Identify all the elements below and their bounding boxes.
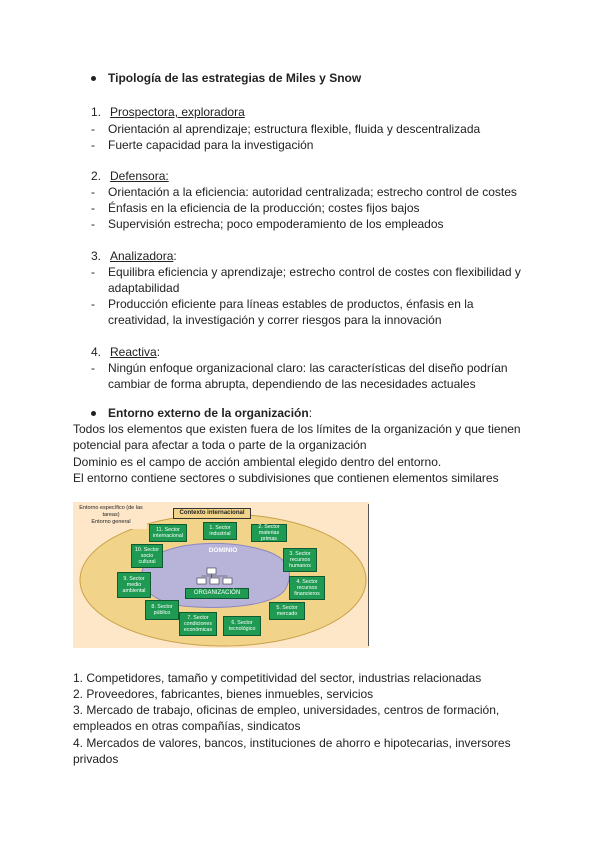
sector-3-recursos-humanos: 3. Sector recursos humanos bbox=[283, 548, 317, 572]
item-number: 1. bbox=[91, 105, 102, 119]
strategy-line: Orientación a la eficiencia: autoridad centralizada; estrecho control de costes bbox=[108, 185, 517, 199]
section-title-entorno bbox=[108, 405, 312, 421]
environment-list-line: 1. Competidores, tamaño y competitividad del sector, industrias relacionadas bbox=[73, 671, 482, 685]
item-number: 2. bbox=[91, 169, 102, 183]
sector-9-medio-ambiental: 9. Sector medio ambiental bbox=[117, 572, 151, 598]
strategy-line: Equilibra eficiencia y aprendizaje; estrecho control de costes con flexibilidad y bbox=[108, 265, 521, 279]
strategy-heading-analizadora bbox=[110, 248, 177, 264]
dash-marker: - bbox=[91, 265, 95, 279]
section-title-suffix: : bbox=[308, 406, 313, 420]
org-unit-box bbox=[207, 568, 216, 574]
bullet-marker bbox=[91, 76, 96, 81]
org-unit-box bbox=[210, 578, 219, 584]
strategy-heading-reactiva bbox=[110, 344, 160, 360]
dash-marker: - bbox=[91, 185, 95, 199]
sector-6-tecnologico: 6. Sector tecnológico bbox=[223, 616, 261, 636]
item-number: 4. bbox=[91, 345, 102, 359]
paragraph-line: Dominio es el campo de acción ambiental elegido dentro del entorno. bbox=[73, 455, 442, 469]
organizacion-label: ORGANIZACIÓN bbox=[185, 588, 249, 599]
environment-list-line: 4. Mercados de valores, bancos, instituciones de ahorro e hipotecarias, inversores bbox=[73, 736, 511, 750]
strategy-line: adaptabilidad bbox=[108, 281, 180, 295]
sector-8-publico: 8. Sector público bbox=[145, 600, 179, 620]
environment-diagram bbox=[73, 502, 369, 648]
strategy-line: Orientación al aprendizaje; estructura flexible, fluida y descentralizada bbox=[108, 122, 481, 136]
environment-list-line: empleados en otras compañías, sindicatos bbox=[73, 719, 301, 733]
strategy-name-prospectora: Prospectora, exploradora bbox=[110, 105, 245, 119]
dash-marker: - bbox=[91, 217, 95, 231]
strategy-line: cambiar de forma abrupta, dependiendo de las necesidades actuales bbox=[108, 377, 476, 391]
strategy-line: creatividad, la investigación y correr riesgos para la innovación bbox=[108, 313, 442, 327]
bullet-marker bbox=[91, 411, 96, 416]
strategy-name-suffix: : bbox=[173, 249, 177, 263]
sector-10-socio-cultural: 10. Sector socio cultural bbox=[131, 544, 163, 568]
sector-1-industrial: 1. Sector industrial bbox=[203, 522, 237, 540]
strategy-line: Énfasis en la eficiencia de la producción; costes fijos bajos bbox=[108, 201, 420, 215]
section-title-text: Entorno externo de la organización bbox=[108, 406, 309, 420]
strategy-name-analizadora: Analizadora bbox=[110, 249, 174, 263]
strategy-line: Ningún enfoque organizacional claro: las características del diseño podrían bbox=[108, 361, 508, 375]
sector-11-internacional: 11. Sector internacional bbox=[149, 524, 187, 542]
environment-list-line: 2. Proveedores, fabricantes, bienes inmuebles, servicios bbox=[73, 687, 374, 701]
dash-marker: - bbox=[91, 297, 95, 311]
dash-marker: - bbox=[91, 201, 95, 215]
dash-marker: - bbox=[91, 361, 95, 375]
entorno-general-text: Entorno general bbox=[91, 519, 131, 525]
environment-list-line: privados bbox=[73, 752, 119, 766]
sector-7-condiciones-economicas: 7. Sector condiciones económicas bbox=[179, 612, 217, 636]
strategy-line: Fuerte capacidad para la investigación bbox=[108, 138, 314, 152]
paragraph-line: Todos los elementos que existen fuera de los límites de la organización y que tienen bbox=[73, 422, 521, 436]
org-unit-box bbox=[223, 578, 232, 584]
entorno-especifico-text: Entorno específico (de las tareas) bbox=[79, 505, 143, 518]
strategy-line: Supervisión estrecha; poco empoderamiento de los empleados bbox=[108, 217, 444, 231]
sector-5-mercado: 5. Sector mercado bbox=[269, 602, 305, 620]
paragraph-line: El entorno contiene sectores o subdivisiones que contienen elementos similares bbox=[73, 471, 499, 485]
contexto-internacional-label: Contexto internacional bbox=[173, 508, 251, 519]
strategy-name-suffix: : bbox=[156, 345, 161, 359]
sector-4-recursos-financieros: 4. Sector recursos financieros bbox=[289, 576, 325, 600]
strategy-name-reactiva: Reactiva bbox=[110, 345, 157, 359]
strategy-line: Producción eficiente para líneas estables de productos, énfasis en la bbox=[108, 297, 474, 311]
section-title-miles-snow: Tipología de las estrategias de Miles y Snow bbox=[108, 71, 362, 85]
dash-marker: - bbox=[91, 138, 95, 152]
dominio-label: DOMINIO bbox=[208, 547, 238, 554]
org-unit-box bbox=[197, 578, 206, 584]
entorno-especifico-label bbox=[75, 505, 147, 529]
environment-list-line: 3. Mercado de trabajo, oficinas de empleo, universidades, centros de formación, bbox=[73, 703, 500, 717]
item-number: 3. bbox=[91, 249, 102, 263]
diagram-divider bbox=[368, 504, 369, 646]
sector-2-materias-primas: 2. Sector materias primas bbox=[251, 524, 287, 542]
dash-marker: - bbox=[91, 122, 95, 136]
paragraph-line: potencial para afectar a toda o parte de la organización bbox=[73, 438, 367, 452]
strategy-name-defensora: Defensora: bbox=[110, 169, 169, 183]
